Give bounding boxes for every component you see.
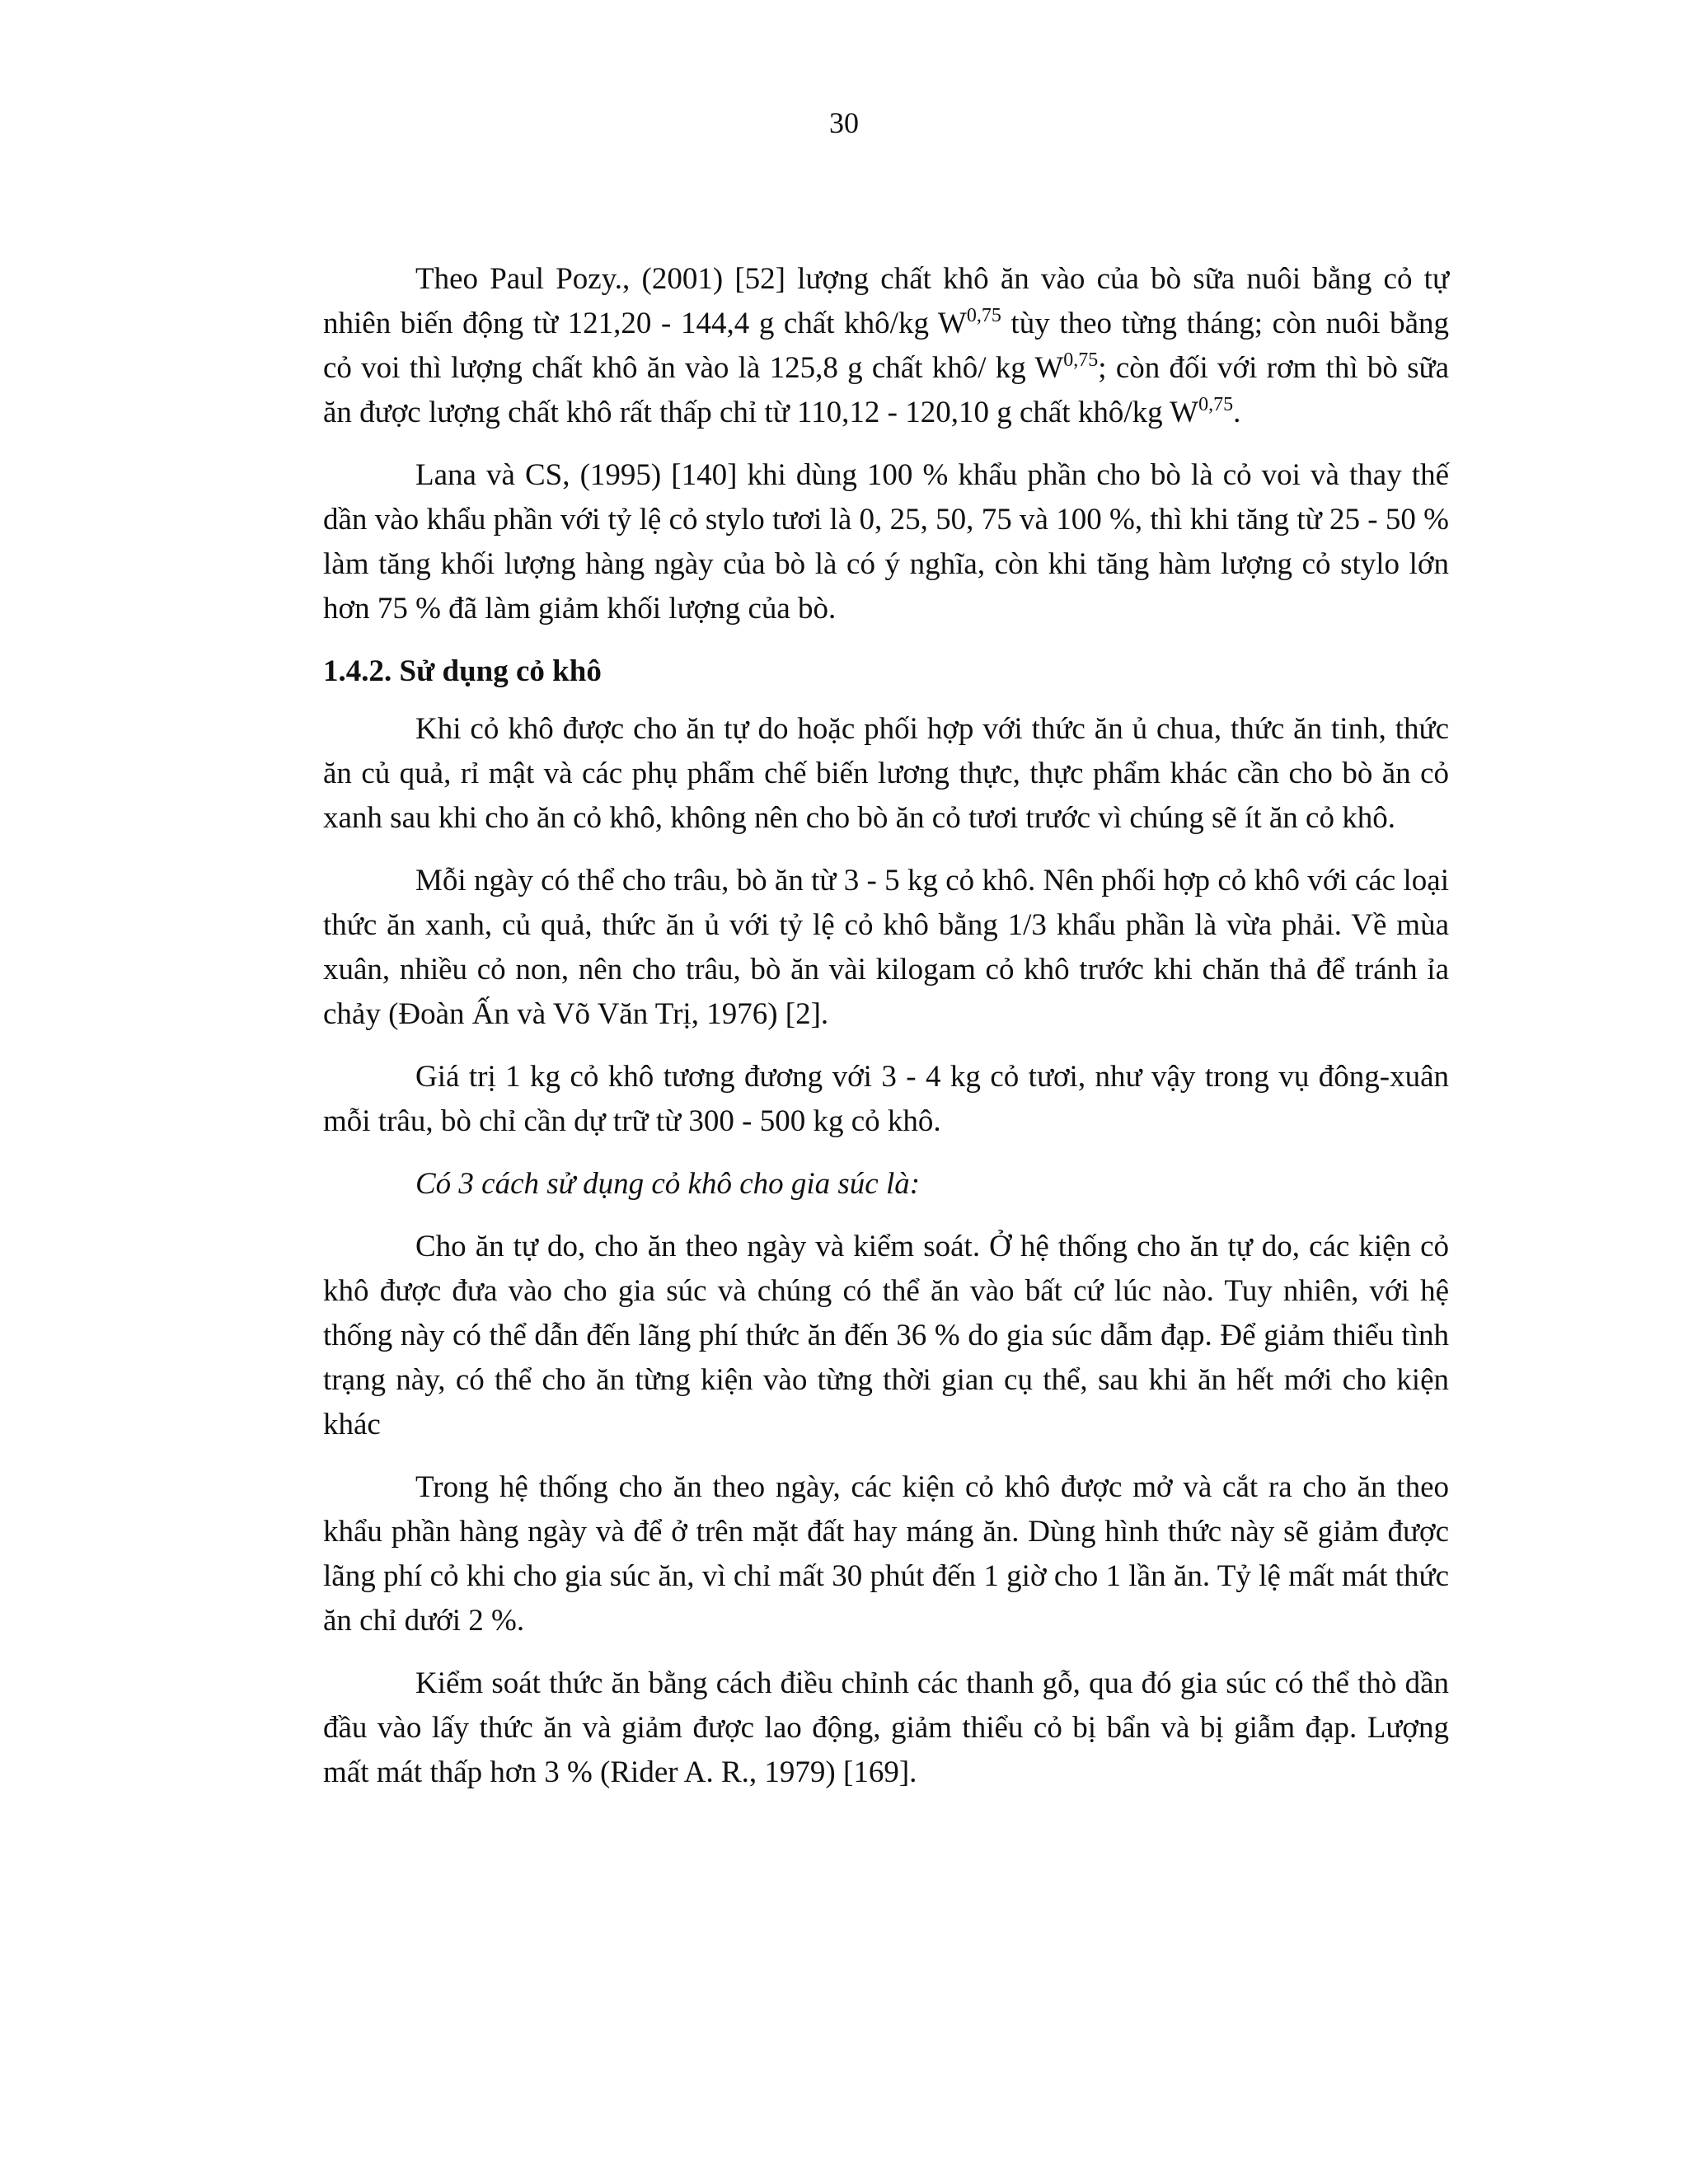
paragraph-free-feeding: Khi cỏ khô được cho ăn tự do hoặc phối hợp với thức ăn ủ chua, thức ăn tinh, thức ăn củ quả, rỉ mật và các phụ phẩm chế biến lương thực, thực phẩm khác cần cho bò ăn cỏ xanh sau khi cho ăn cỏ khô, không nên cho bò ăn cỏ tươi trước vì chúng sẽ ít ăn cỏ khô. (323, 712, 1449, 835)
paragraph-free-choice: Cho ăn tự do, cho ăn theo ngày và kiểm soát. Ở hệ thống cho ăn tự do, các kiện cỏ khô được đưa vào cho gia súc và chúng có thể ăn vào bất cứ lúc nào. Tuy nhiên, với hệ thống này có thể dẫn đến lãng phí thức ăn đến 36 % do gia súc dẫm đạp. Để giảm thiểu tình trạng này, có thể cho ăn từng kiện vào từng thời gian cụ thể, sau khi ăn hết mới cho kiện khác (323, 1230, 1449, 1441)
section-heading: 1.4.2. Sử dụng cỏ khô (323, 654, 602, 688)
paragraph-controlled: Kiểm soát thức ăn bằng cách điều chỉnh các thanh gỗ, qua đó gia súc có thể thò dần đầu vào lấy thức ăn và giảm được lao động, giảm thiểu cỏ bị bẩn và bị giẫm đạp. Lượng mất mát thấp hơn 3 % (Rider A. R., 1979) [169]. (323, 1666, 1449, 1789)
paragraph-daily-system: Trong hệ thống cho ăn theo ngày, các kiện cỏ khô được mở và cắt ra cho ăn theo khẩu phần hàng ngày và để ở trên mặt đất hay máng ăn. Dùng hình thức này sẽ giảm được lãng phí cỏ khi cho gia súc ăn, vì chỉ mất 30 phút đến 1 giờ cho 1 lần ăn. Tỷ lệ mất mát thức ăn chỉ dưới 2 %. (323, 1470, 1449, 1638)
paragraph-daily-amount: Mỗi ngày có thể cho trâu, bò ăn từ 3 - 5 kg cỏ khô. Nên phối hợp cỏ khô với các loại thức ăn xanh, củ quả, thức ăn ủ với tỷ lệ cỏ khô bằng 1/3 khẩu phần là vừa phải. Về mùa xuân, nhiều cỏ non, nên cho trâu, bò ăn vài kilogam cỏ khô trước khi chăn thả để tránh ỉa chảy (Đoàn Ấn và Võ Văn Trị, 1976) [2]. (323, 864, 1449, 1031)
paragraph-text: ; còn đối với rơm thì bò sữa ăn được lượng chất khô rất thấp chỉ từ 110,12 - 120,10 g chất khô/kg W (323, 351, 1449, 429)
paragraph-text: tùy theo từng tháng; còn nuôi bằng cỏ voi thì lượng chất khô ăn vào là 125,8 g chất khô/ kg W (323, 307, 1449, 385)
paragraph-three-methods: Có 3 cách sử dụng cỏ khô cho gia súc là: (415, 1167, 921, 1201)
paragraph-paul-pozy (323, 257, 1449, 435)
paragraph-text: . (1233, 396, 1241, 429)
paragraph-lana: Lana và CS, (1995) [140] khi dùng 100 % khẩu phần cho bò là cỏ voi và thay thế dần vào khẩu phần với tỷ lệ cỏ stylo tươi là 0, 25, 50, 75 và 100 %, thì khi tăng từ 25 - 50 % làm tăng khối lượng hàng ngày của bò là có ý nghĩa, còn khi tăng hàm lượng cỏ stylo lớn hơn 75 % đã làm giảm khối lượng của bò. (323, 458, 1449, 626)
exponent: 0,75 (1063, 349, 1099, 371)
exponent: 0,75 (966, 305, 1001, 326)
paragraph-value-equivalence: Giá trị 1 kg cỏ khô tương đương với 3 - 4 kg cỏ tươi, như vậy trong vụ đông-xuân mỗi trâu, bò chỉ cần dự trữ từ 300 - 500 kg cỏ khô. (323, 1060, 1449, 1138)
exponent: 0,75 (1198, 394, 1234, 415)
page-number: 30 (829, 106, 859, 139)
document-body (323, 257, 1449, 1813)
paragraph-text: Theo Paul Pozy., (2001) [52] lượng chất khô ăn vào của bò sữa nuôi bằng cỏ tự nhiên biến động từ 121,20 - 144,4 g chất khô/kg W (323, 262, 1449, 340)
